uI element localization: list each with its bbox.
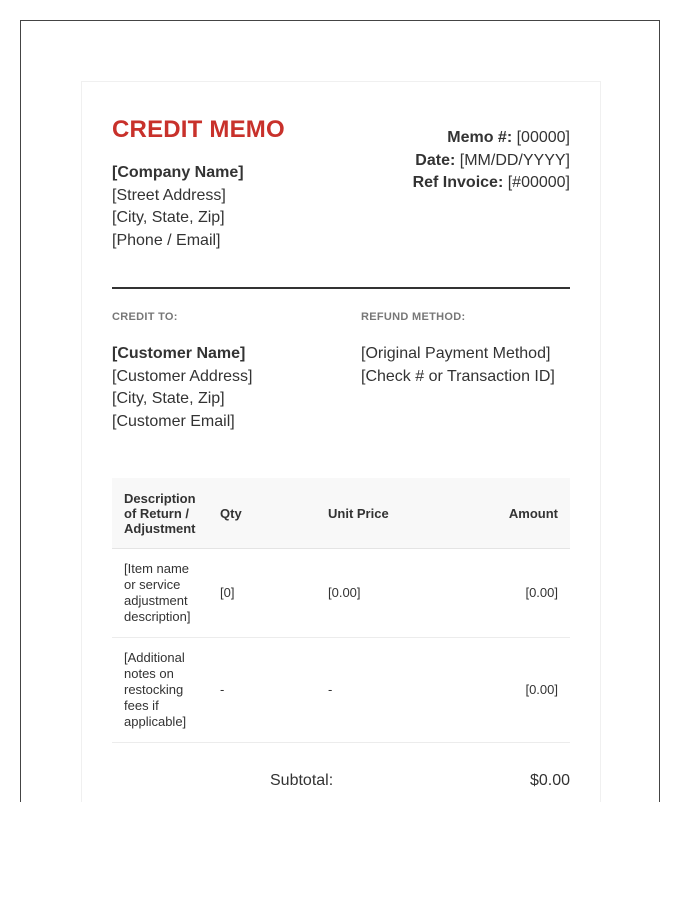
company-name: [Company Name] — [112, 164, 244, 181]
row-amount: [0.00] — [452, 638, 570, 743]
customer-name: [Customer Name] — [112, 345, 246, 362]
ref-invoice-value: [#00000] — [507, 174, 570, 191]
credit-memo-document — [81, 81, 601, 802]
refund-method-block — [361, 343, 555, 388]
refund-method-label: REFUND METHOD: — [361, 311, 466, 323]
company-contact: [Phone / Email] — [112, 231, 221, 249]
table-header-row — [112, 478, 570, 549]
memo-number-value: [00000] — [516, 129, 570, 146]
table-row — [112, 638, 570, 743]
customer-email: [Customer Email] — [112, 412, 235, 430]
items-table — [112, 478, 570, 743]
header-divider — [112, 287, 570, 289]
credit-to-block — [112, 343, 253, 433]
row-unit-price: [0.00] — [316, 549, 452, 638]
ref-invoice-label: Ref Invoice: — [412, 174, 504, 191]
row-qty: [0] — [208, 549, 316, 638]
company-info — [112, 162, 244, 252]
memo-date-value: [MM/DD/YYYY] — [459, 151, 570, 169]
memo-number-label: Memo #: — [447, 129, 513, 146]
company-city: [City, State, Zip] — [112, 209, 225, 226]
ref-invoice-line — [413, 172, 570, 195]
refund-reference: [Check # or Transaction ID] — [361, 367, 555, 385]
company-street: [Street Address] — [112, 186, 226, 204]
credit-to-label: CREDIT TO: — [112, 311, 178, 323]
memo-date-line — [413, 150, 570, 173]
memo-meta — [413, 127, 570, 195]
row-unit-price: - — [316, 638, 452, 743]
subtotal-value: $0.00 — [529, 772, 570, 789]
customer-address: [Customer Address] — [112, 367, 253, 385]
customer-city: [City, State, Zip] — [112, 390, 225, 407]
memo-number-line — [413, 127, 570, 150]
header-qty: Qty — [208, 478, 316, 549]
row-description: [Item name or service adjustment description] — [112, 549, 208, 638]
memo-date-label: Date: — [415, 151, 456, 169]
row-qty: - — [208, 638, 316, 743]
header-description: Description of Return / Adjustment — [112, 478, 208, 549]
page-frame — [20, 20, 660, 802]
refund-method: [Original Payment Method] — [361, 345, 551, 362]
header-amount: Amount — [452, 478, 570, 549]
row-description: [Additional notes on restocking fees if applicable] — [112, 638, 208, 743]
header-unit-price: Unit Price — [316, 478, 452, 549]
row-amount: [0.00] — [452, 549, 570, 638]
table-row — [112, 549, 570, 638]
document-title: CREDIT MEMO — [112, 116, 285, 143]
subtotal-label: Subtotal: — [270, 772, 334, 789]
